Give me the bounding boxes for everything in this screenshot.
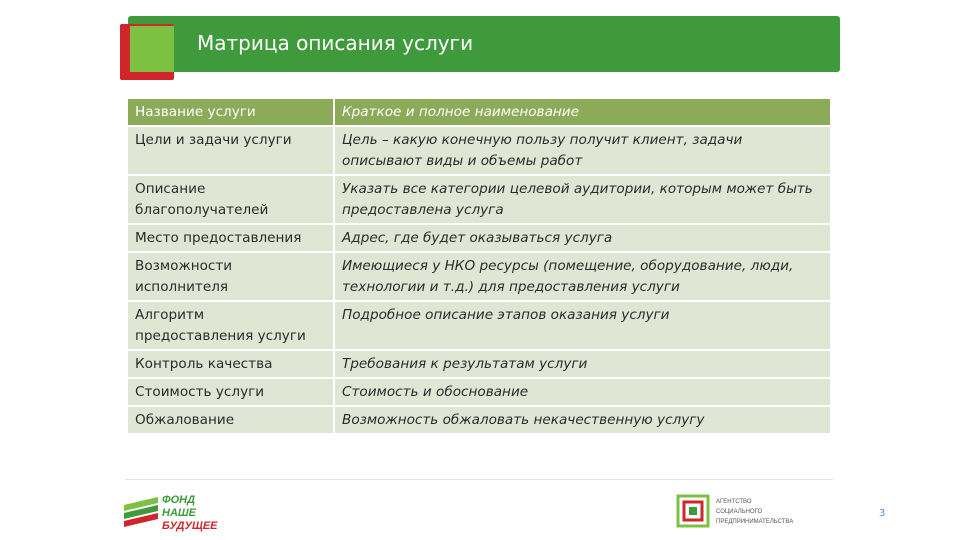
row-label: Стоимость услуги <box>127 378 334 406</box>
row-value: Цель – какую конечную пользу получит клиент, задачи описывают виды и объемы работ <box>334 126 831 175</box>
asi-logo-line-2: СОЦИАЛЬНОГО <box>716 509 763 515</box>
row-value: Стоимость и обоснование <box>334 378 831 406</box>
fond-logo-line-1: ФОНД <box>162 494 196 506</box>
fond-logo-line-2: НАШЕ <box>162 507 196 519</box>
row-label: Контроль качества <box>127 350 334 378</box>
page-number: 3 <box>879 508 886 519</box>
table-row <box>127 350 831 378</box>
row-label: Место предоставления <box>127 224 334 252</box>
slide-title: Матрица описания услуги <box>197 31 474 55</box>
row-value: Требования к результатам услуги <box>334 350 831 378</box>
table-row <box>127 126 831 175</box>
row-value: Подробное описание этапов оказания услуги <box>334 301 831 350</box>
table-row <box>127 406 831 434</box>
row-value: Указать все категории целевой аудитории, которым может быть предоставлена услуга <box>334 175 831 224</box>
header-cell-description: Краткое и полное наименование <box>334 98 831 126</box>
table-row <box>127 224 831 252</box>
title-accent-green <box>130 26 174 72</box>
row-label: Описание благополучателей <box>127 175 334 224</box>
row-value: Возможность обжаловать некачественную услугу <box>334 406 831 434</box>
row-value: Адрес, где будет оказываться услуга <box>334 224 831 252</box>
row-label: Обжалование <box>127 406 334 434</box>
table-header-row <box>127 98 831 126</box>
row-value: Имеющиеся у НКО ресурсы (помещение, оборудование, люди, технологии и т.д.) для предоставления услуги <box>334 252 831 301</box>
row-label: Цели и задачи услуги <box>127 126 334 175</box>
table-row <box>127 378 831 406</box>
fond-logo-line-3: БУДУЩЕЕ <box>162 520 218 532</box>
row-label: Возможности исполнителя <box>127 252 334 301</box>
table-row <box>127 175 831 224</box>
asi-logo-line-3: ПРЕДПРИНИМАТЕЛЬСТВА <box>716 519 794 525</box>
row-label: Алгоритм предоставления услуги <box>127 301 334 350</box>
header-cell-name: Название услуги <box>127 98 334 126</box>
table-row <box>127 301 831 350</box>
asi-logo-line-1: АГЕНТСТВО <box>716 499 752 505</box>
footer-divider <box>125 479 833 480</box>
asi-logo <box>676 492 836 532</box>
table-row <box>127 252 831 301</box>
fond-nashe-budushchee-logo <box>120 491 230 533</box>
service-matrix-table <box>126 97 832 435</box>
